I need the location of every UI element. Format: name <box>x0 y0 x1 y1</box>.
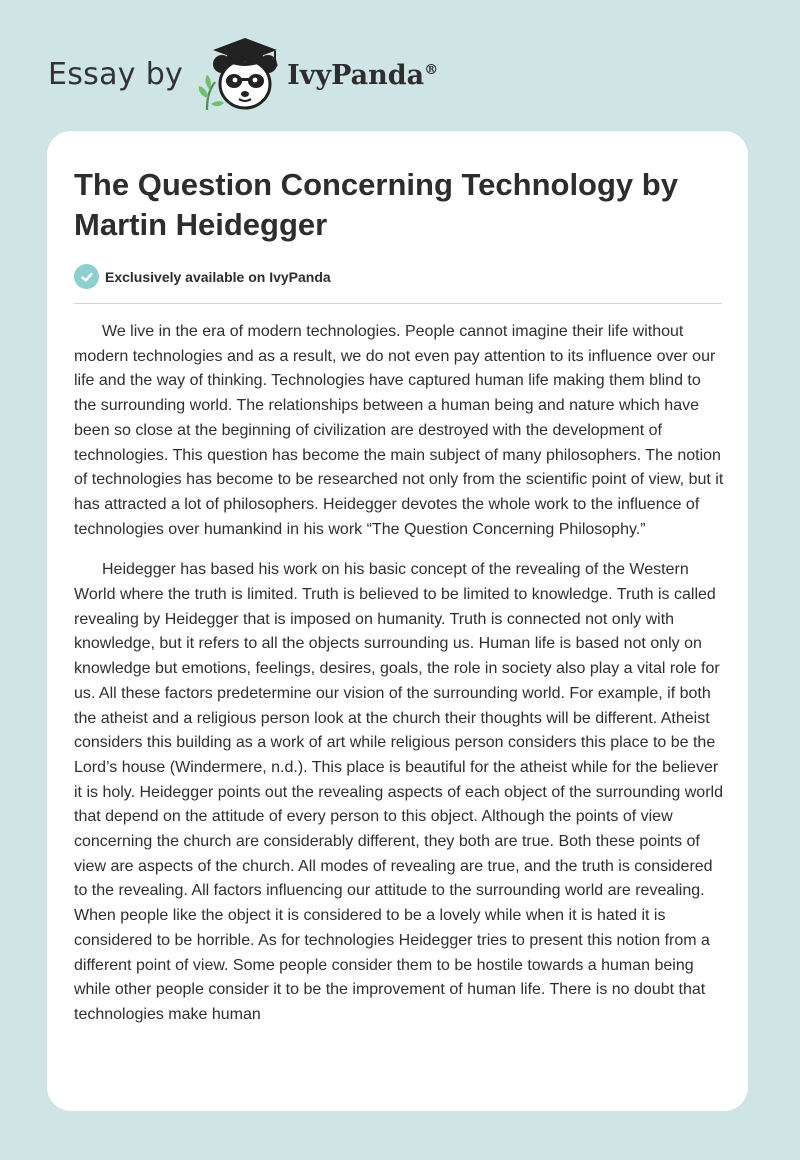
paragraph: Heidegger has based his work on his basic concept of the revealing of the Western World where the truth is limited. Truth is believed to be limited to knowledge. Truth is called revealing by Heidegger that is imposed on humanity. Truth is connected not only with knowledge, but it refers to all the objects surrounding us. Human life is based not only on knowledge but emotions, feelings, desires, goals, the role in society also play a vital role for us. All these factors predetermine our vision of the surrounding world. For example, if both the atheist and a religious person look at the church their thoughts will be different. Atheist considers this building as a work of art while religious person considers this place to be the Lord’s house (Windermere, n.d.). This place is beautiful for the atheist while for the believer it is holy. Heidegger points out the revealing aspects of each object of the surrounding world that depend on the attitude of every person to this object. Although the points of view concerning the church are considerably different, they both are true. Both these points of view are aspects of the church. All modes of revealing are true, and the truth is considered to the revealing. All factors influencing our attitude to the surrounding world are revealing. When people like the object it is considered to be a lovely while when it is hated it is considered to be horrible. As for technologies Heidegger tries to present this notion from a different point of view. Some people consider them to be hostile towards a human being while other people consider it to be the improvement of human life. There is no doubt that technologies make human <box>74 561 723 1023</box>
divider <box>74 303 722 304</box>
page-title: The Question Concerning Technology by Martin Heidegger <box>74 167 678 242</box>
essay-by-label: Essay by <box>48 56 184 92</box>
brand-name[interactable]: IvyPanda® <box>287 59 439 91</box>
check-circle-icon <box>74 264 99 289</box>
site-header <box>48 26 438 122</box>
exclusive-label: Exclusively available on IvyPanda <box>105 268 331 285</box>
essay-body <box>74 320 726 1044</box>
exclusive-badge <box>74 264 331 289</box>
panda-logo-icon[interactable] <box>193 32 285 116</box>
paragraph: We live in the era of modern technologies. People cannot imagine their life without modern technologies and as a result, we do not even pay attention to its influence over our life and the way of thinking. Technologies have captured human life making them blind to the surrounding world. The relationships between a human being and nature which have been so close at the beginning of civilization are destroyed with the development of technologies. This question has become the main subject of many philosophers. The notion of technologies has become to be researched not only from the scientific point of view, but it has attracted a lot of philosophers. Heidegger devotes the whole work to the influence of technologies over humankind in his work “The Question Concerning Philosophy.” <box>74 323 724 538</box>
essay-card <box>47 131 748 1111</box>
